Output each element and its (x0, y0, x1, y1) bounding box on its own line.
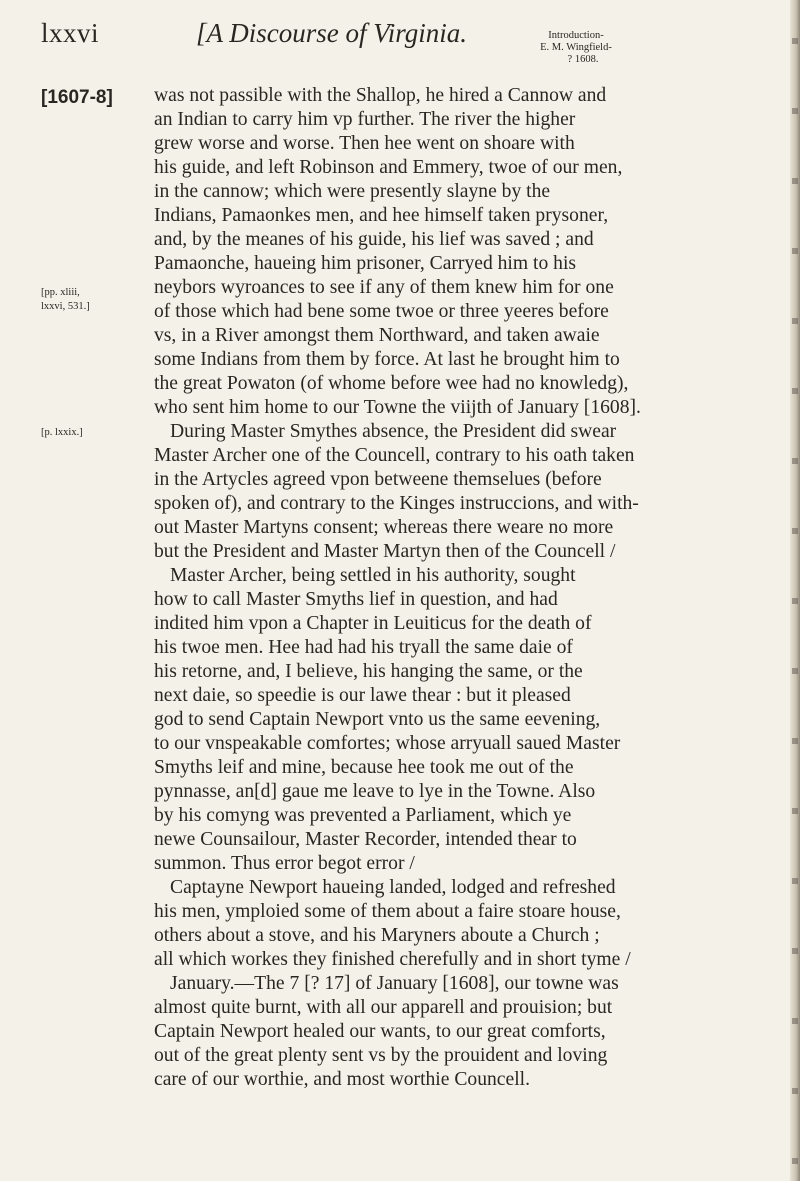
page-number: lxxvi (41, 18, 100, 48)
marginal-note-line: lxxvi, 531.] (41, 301, 90, 312)
text-line: Indians, Pamaonkes men, and hee himself taken prysoner, (154, 205, 609, 226)
marginal-note (41, 286, 90, 314)
year-heading: [1607-8] (41, 87, 113, 108)
side-heading-line: ? 1608. (567, 54, 599, 65)
text-line: spoken of), and contrary to the Kinges instruccions, and with- (154, 493, 639, 514)
text-line: January.—The 7 [? 17] of January [1608], our towne was (170, 973, 619, 994)
text-line: pynnasse, an[d] gaue me leave to lye in the Towne. Also (154, 781, 596, 802)
text-line: out Master Martyns consent; whereas there weare no more (154, 517, 614, 538)
text-line: almost quite burnt, with all our apparell and prouision; but (154, 997, 613, 1018)
text-line: Master Archer, being settled in his authority, sought (170, 565, 576, 586)
text-line: grew worse and worse. Then hee went on shoare with (154, 133, 575, 154)
text-line: next daie, so speedie is our lawe thear : but it pleased (154, 685, 571, 706)
text-line: summon. Thus error begot error / (154, 853, 415, 874)
text-line: neybors wyroances to see if any of them knew him for one (154, 277, 614, 298)
text-line: Master Archer one of the Councell, contrary to his oath taken (154, 445, 635, 466)
text-line: Captayne Newport haueing landed, lodged and refreshed (170, 877, 616, 898)
text-line: newe Counsailour, Master Recorder, intended thear to (154, 829, 577, 850)
text-line: some Indians from them by force. At last he brought him to (154, 349, 620, 370)
text-line: all which workes they finished cherefully and in short tyme / (154, 949, 631, 970)
text-line: Captain Newport healed our wants, to our great comforts, (154, 1021, 606, 1042)
side-heading-line: E. M. Wingfield- (540, 42, 612, 53)
text-line: Smyths leif and mine, because hee took me out of the (154, 757, 574, 778)
text-line: god to send Captain Newport vnto us the same eevening, (154, 709, 601, 730)
side-heading (522, 30, 630, 66)
text-line: in the cannow; which were presently slayne by the (154, 181, 551, 202)
text-line: in the Artycles agreed vpon betweene themselues (before (154, 469, 602, 490)
text-line: others about a stove, and his Maryners aboute a Church ; (154, 925, 600, 946)
text-line: but the President and Master Martyn then of the Councell / (154, 541, 616, 562)
marginal-note: [p. lxxix.] (41, 427, 83, 438)
text-line: who sent him home to our Towne the viijth of January [1608]. (154, 397, 641, 418)
text-line: out of the great plenty sent vs by the prouident and loving (154, 1045, 608, 1066)
body-text (154, 84, 786, 1092)
text-line: the great Powaton (of whome before wee had no knowledg), (154, 373, 629, 394)
text-line: his men, ymploied some of them about a faire stoare house, (154, 901, 621, 922)
side-heading-line: Introduction- (548, 30, 604, 41)
running-title: [A Discourse of Virginia. (196, 18, 468, 48)
text-line: by his comyng was prevented a Parliament, which ye (154, 805, 572, 826)
text-line: of those which had bene some twoe or three yeeres before (154, 301, 609, 322)
marginal-note-line: [pp. xliii, (41, 287, 80, 298)
text-line: care of our worthie, and most worthie Councell. (154, 1069, 530, 1090)
text-line: was not passible with the Shallop, he hired a Cannow and (154, 85, 607, 106)
page-edge (790, 0, 800, 1181)
text-line: to our vnspeakable comfortes; whose arryuall saued Master (154, 733, 621, 754)
text-line: vs, in a River amongst them Northward, and taken awaie (154, 325, 600, 346)
text-line: Pamaonche, haueing him prisoner, Carryed him to his (154, 253, 577, 274)
text-line: his guide, and left Robinson and Emmery, twoe of our men, (154, 157, 623, 178)
text-line: his twoe men. Hee had had his tryall the same daie of (154, 637, 573, 658)
text-line: During Master Smythes absence, the President did swear (170, 421, 617, 442)
text-line: an Indian to carry him vp further. The river the higher (154, 109, 576, 130)
text-line: his retorne, and, I believe, his hanging the same, or the (154, 661, 583, 682)
text-line: how to call Master Smyths lief in question, and had (154, 589, 558, 610)
text-line: and, by the meanes of his guide, his lief was saved ; and (154, 229, 594, 250)
text-line: indited him vpon a Chapter in Leuiticus for the death of (154, 613, 592, 634)
